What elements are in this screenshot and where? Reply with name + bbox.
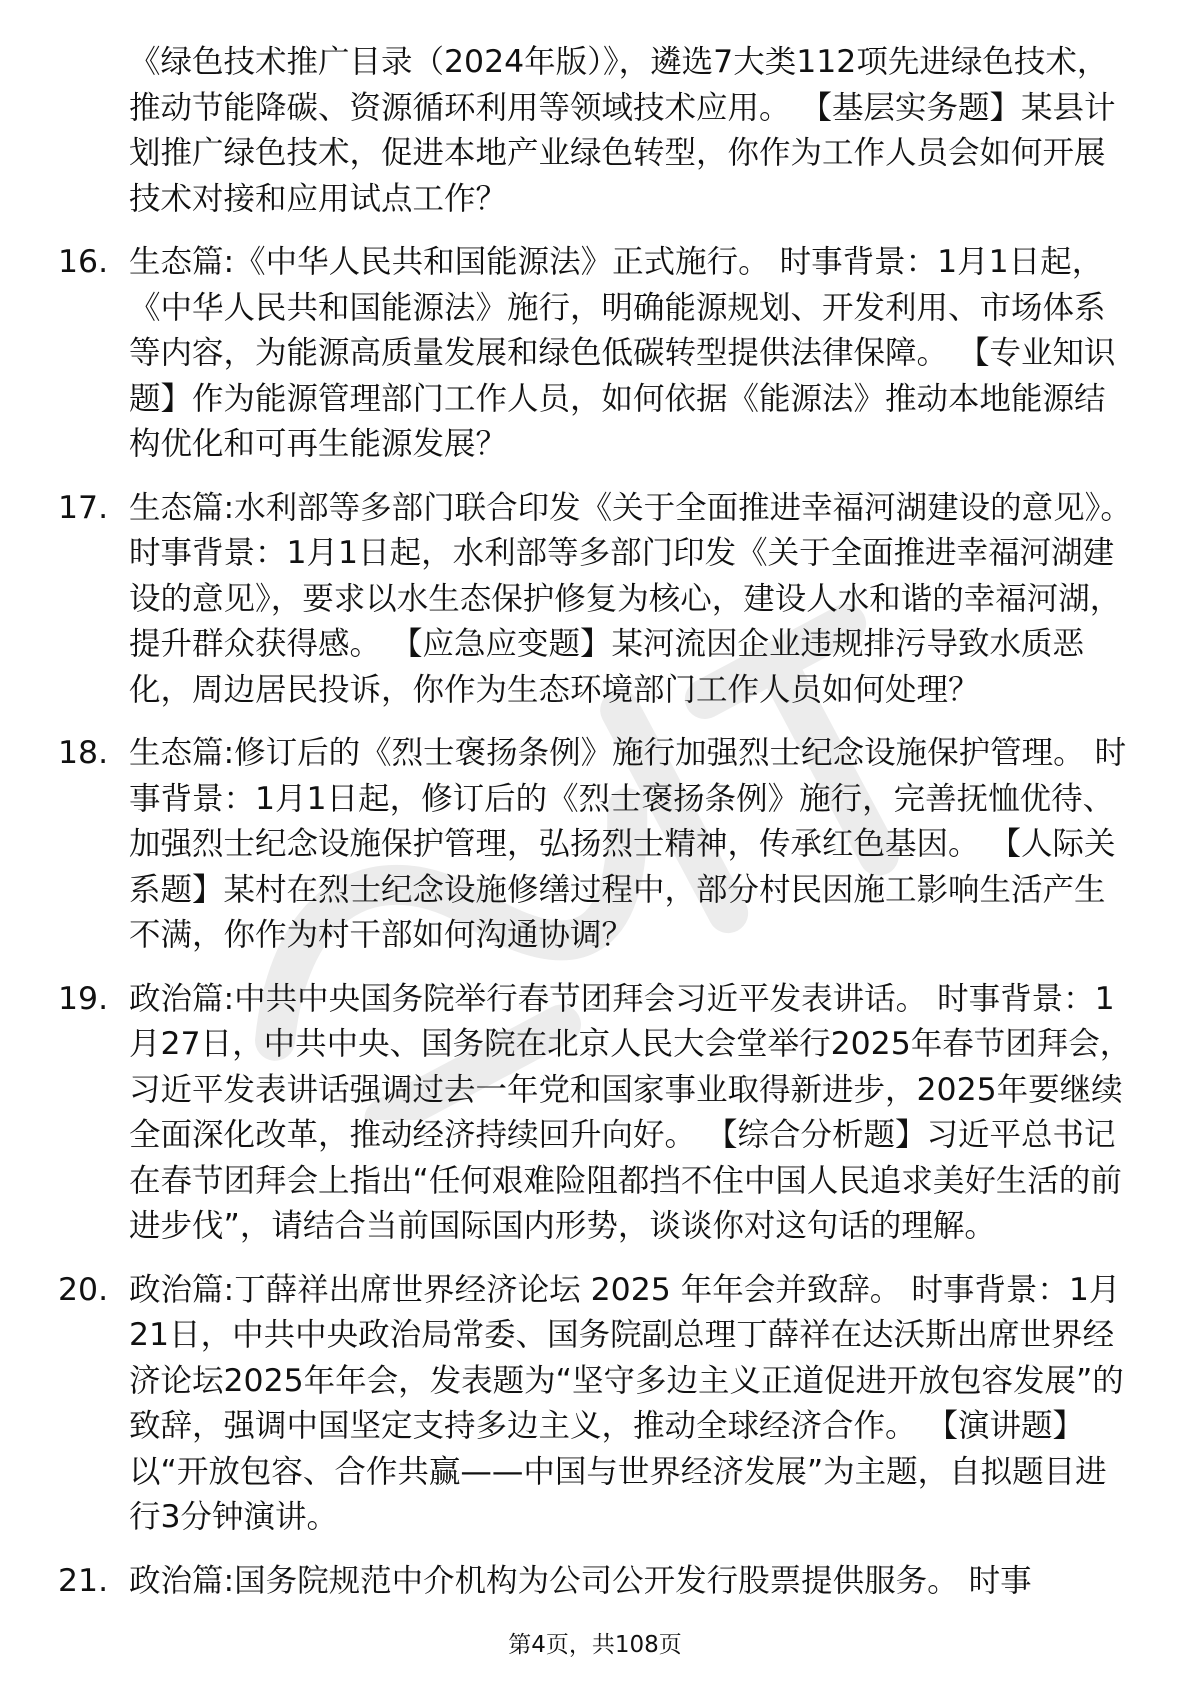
document-body bbox=[58, 40, 1134, 1622]
item-text: 政治篇:丁薛祥出席世界经济论坛 2025 年年会并致辞。 时事背景：1月21日，中共中央政治局常委、国务院副总理丁薛祥在达沃斯出席世界经济论坛2025年年会，发表题为“坚守多边主义正道促进开放包容发展”的致辞，强调中国坚定支持多边主义，推动全球经济合作。 【演讲题】以“开放包容、合作共赢——中国与世界经济发展”为主题，自拟题目进行3分钟演讲。 bbox=[129, 1271, 1124, 1535]
item-number: 16. bbox=[58, 244, 109, 280]
list-item bbox=[58, 731, 1134, 959]
item-text: 生态篇:修订后的《烈士褒扬条例》施行加强烈士纪念设施保护管理。 时事背景：1月1日起，修订后的《烈士褒扬条例》施行，完善抚恤优待、加强烈士纪念设施保护管理，弘扬烈士精神，传承红色基因。 【人际关系题】某村在烈士纪念设施修缮过程中，部分村民因施工影响生活产生不满，你作为村干部如何沟通协调？ bbox=[129, 735, 1127, 953]
list-item bbox=[58, 977, 1134, 1250]
item-number: 18. bbox=[58, 735, 109, 771]
item-number: 17. bbox=[58, 489, 109, 526]
item-number: 21. bbox=[58, 1562, 109, 1599]
list-item bbox=[58, 1559, 1134, 1605]
item-text: 生态篇:《中华人民共和国能源法》正式施行。 时事背景：1月1日起，《中华人民共和国能源法》施行，明确能源规划、开发利用、市场体系等内容，为能源高质量发展和绿色低碳转型提供法律保障。 【专业知识题】作为能源管理部门工作人员，如何依据《能源法》推动本地能源结构优化和可再生能源发展？ bbox=[129, 244, 1116, 462]
item-text: 政治篇:中共中央国务院举行春节团拜会习近平发表讲话。 时事背景：1月27日，中共中央、国务院在北京人民大会堂举行2025年春节团拜会，习近平发表讲话强调过去一年党和国家事业取得新进步，2025年要继续全面深化改革，推动经济持续回升向好。 【综合分析题】习近平总书记在春节团拜会上指出“任何艰难险阻都挡不住中国人民追求美好生活的前进步伐”，请结合当前国际国内形势，谈谈你对这句话的理解。 bbox=[129, 980, 1132, 1244]
page-footer: 第4页，共108页 bbox=[508, 1632, 682, 1658]
list-item bbox=[58, 1268, 1134, 1541]
list-item bbox=[58, 486, 1134, 714]
item-text: 政治篇:国务院规范中介机构为公司公开发行股票提供服务。 时事 bbox=[129, 1562, 1032, 1599]
list-item bbox=[58, 240, 1134, 468]
item-number: 19. bbox=[58, 980, 109, 1017]
item-text: 生态篇:水利部等多部门联合印发《关于全面推进幸福河湖建设的意见》。 时事背景：1月1日起，水利部等多部门印发《关于全面推进幸福河湖建设的意见》，要求以水生态保护修复为核心，建设人水和谐的幸福河湖，提升群众获得感。 【应急应变题】某河流因企业违规排污导致水质恶化，周边居民投诉，你作为生态环境部门工作人员如何处理？ bbox=[129, 489, 1132, 708]
continued-paragraph: 《绿色技术推广目录（2024年版）》，遴选7大类112项先进绿色技术，推动节能降碳、资源循环利用等领域技术应用。 【基层实务题】某县计划推广绿色技术，促进本地产业绿色转型，你作为工作人员会如何开展技术对接和应用试点工作？ bbox=[129, 44, 1116, 217]
item-number: 20. bbox=[58, 1271, 109, 1308]
